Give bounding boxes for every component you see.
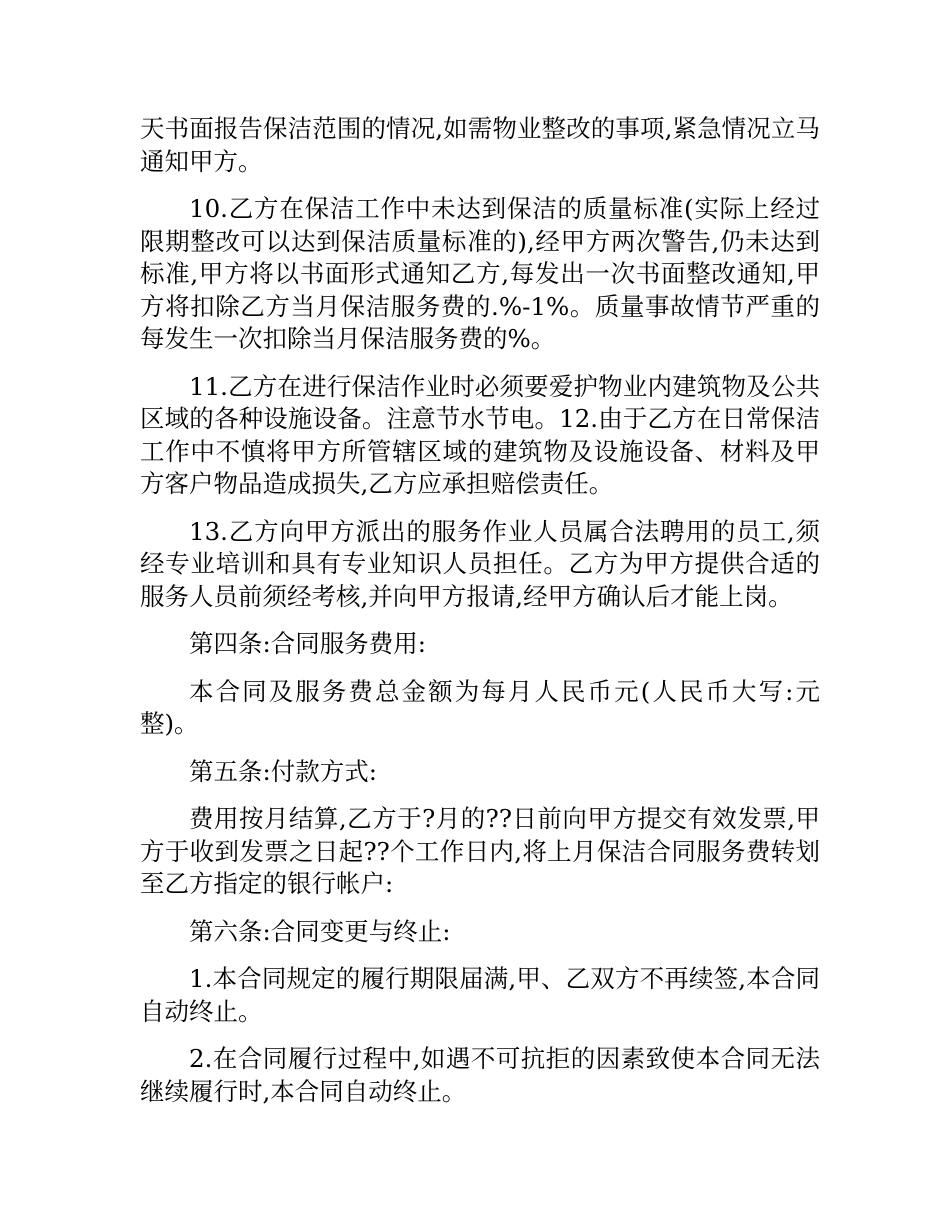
heading-article-5: 第五条:付款方式: — [189, 756, 378, 786]
heading-article-4: 第四条:合同服务费用: — [189, 629, 427, 658]
paragraph-clause-11-12: 11.乙方在进行保洁作业时必须要爱护物业内建筑物及公共区域的各种设施设备。注意节水节电。12.由于乙方在日常保洁工作中不慎将甲方所管辖区域的建筑物及设施设备、材料及甲方客户物品造成损失,乙方应承担赔偿责任。 — [140, 371, 820, 498]
paragraph-clause-10: 10.乙方在保洁工作中未达到保洁的质量标准(实际上经过限期整改可以达到保洁质量标准的),经甲方两次警告,仍未达到标准,甲方将以书面形式通知乙方,每发出一次书面整改通知,甲方将扣除乙方当月保洁服务费的.%-1%。质量事故情节严重的每发生一次扣除当月保洁服务费的%。 — [140, 194, 820, 353]
paragraph-continuation: 天书面报告保洁范围的情况,如需物业整改的事项,紧急情况立马通知甲方。 — [140, 114, 820, 176]
paragraph-termination-2: 2.在合同履行过程中,如遇不可抗拒的因素致使本合同无法继续履行时,本合同自动终止。 — [140, 1044, 820, 1106]
heading-article-6: 第六条:合同变更与终止: — [189, 916, 451, 946]
paragraph-clause-13: 13.乙方向甲方派出的服务作业人员属合法聘用的员工,须经专业培训和具有专业知识人员担任。乙方为甲方提供合适的服务人员前须经考核,并向甲方报请,经甲方确认后才能上岗。 — [140, 516, 820, 611]
document-body — [140, 113, 820, 1123]
paragraph-payment-method: 费用按月结算,乙方于?月的??日前向甲方提交有效发票,甲方于收到发票之日起??个工作日内,将上月保洁合同服务费转划至乙方指定的银行帐户: — [140, 804, 820, 898]
paragraph-service-fee: 本合同及服务费总金额为每月人民币元(人民币大写:元整)。 — [140, 676, 820, 738]
paragraph-termination-1: 1.本合同规定的履行期限届满,甲、乙双方不再续签,本合同自动终止。 — [140, 964, 820, 1026]
